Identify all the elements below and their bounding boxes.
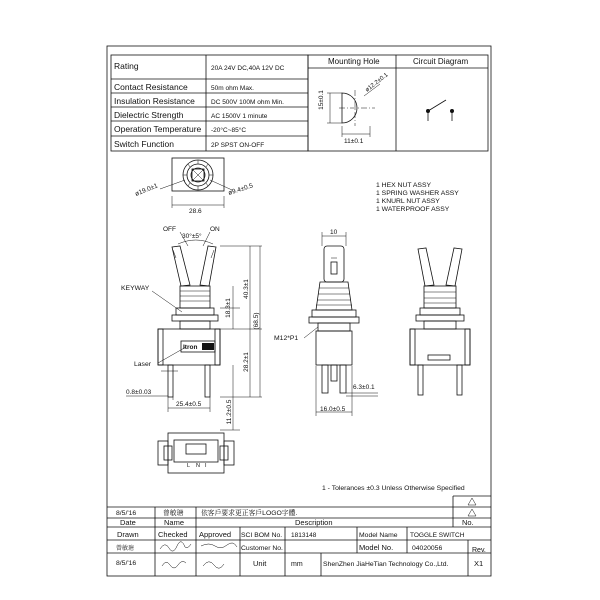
tolerance-note: 1 - Tolerances ±0.3 Unless Otherwise Specified bbox=[322, 485, 465, 492]
dim-11-2: 11.2±0.5 bbox=[226, 399, 233, 425]
side-view bbox=[274, 229, 378, 416]
bottom-mark-n: N bbox=[196, 463, 200, 469]
bottom-mark-i: I bbox=[205, 463, 207, 469]
spec-label-function: Switch Function bbox=[114, 139, 174, 149]
assembly-note-2: 1 SPRING WASHER ASSY bbox=[376, 190, 459, 197]
mounting-hole-dia-dim: ø12.2±0.1 bbox=[364, 72, 390, 94]
revision-triangle-top bbox=[468, 498, 476, 505]
top-view bbox=[134, 158, 254, 215]
rev-description: 依客戶要求更正客戶LOGO字體. bbox=[201, 510, 298, 517]
mounting-hole-panel bbox=[308, 55, 488, 151]
model-no-label: Model No. bbox=[359, 543, 394, 552]
dim-0-8: 0.8±0.03 bbox=[126, 389, 152, 396]
company-name: ShenZhen JiaHeTian Technology Co.,Ltd. bbox=[323, 561, 449, 568]
mounting-hole-width-dim: 11±0.1 bbox=[344, 138, 364, 145]
top-view-dia-right: ø9.4±0.5 bbox=[227, 182, 254, 197]
assembly-note-1: 1 HEX NUT ASSY bbox=[376, 182, 432, 189]
dim-25-4: 25.4±0.5 bbox=[176, 401, 202, 408]
drawn-name: 曾敏瑭 bbox=[116, 546, 135, 552]
model-name-label: Model Name bbox=[359, 532, 398, 539]
bottom-mark-l: L bbox=[187, 463, 191, 469]
spec-value-rating: 20A 24V DC,40A 12V DC bbox=[211, 65, 285, 72]
rev-label: Rev. bbox=[472, 547, 486, 554]
mounting-hole-height-dim: 15±0.1 bbox=[318, 90, 325, 110]
dim-68-5: (68.5) bbox=[253, 312, 260, 330]
checked-signature bbox=[160, 542, 191, 551]
dim-40-3: 40.3±1 bbox=[243, 279, 250, 299]
model-no-value: 04020056 bbox=[412, 545, 443, 552]
label-off: OFF bbox=[163, 226, 176, 233]
spec-value-dielectric: AC 1500V 1 minute bbox=[211, 113, 268, 120]
mounting-hole-title: Mounting Hole bbox=[328, 57, 380, 66]
dim-18-3: 18.3±1 bbox=[225, 298, 232, 318]
hdr-date: Date bbox=[120, 518, 136, 527]
spec-value-contact: 50m ohm Max. bbox=[211, 85, 254, 92]
unit-label: Unit bbox=[253, 559, 267, 568]
thread-label: M12*P1 bbox=[274, 335, 299, 342]
title-block bbox=[107, 496, 491, 576]
rev-name: 曾敏瑭 bbox=[163, 510, 184, 517]
front-view bbox=[121, 226, 262, 430]
angle-dim: 30°±5° bbox=[182, 233, 202, 240]
spec-label-rating: Rating bbox=[114, 61, 139, 71]
label-on: ON bbox=[210, 226, 220, 233]
sci-bom-label: SCI BOM No. bbox=[241, 532, 283, 539]
switch-body-side bbox=[316, 331, 352, 365]
brand-label: Itron bbox=[183, 344, 198, 351]
model-name-value: TOGGLE SWITCH bbox=[410, 532, 465, 539]
bottom-view bbox=[158, 433, 234, 473]
spec-value-insulation: DC 500V 100M ohm Min. bbox=[211, 99, 284, 106]
assembly-note-3: 1 KNURL NUT ASSY bbox=[376, 198, 440, 205]
spec-label-temperature: Operation Temperature bbox=[114, 124, 202, 134]
dim-28-2: 28.2±1 bbox=[243, 352, 250, 372]
spec-label-insulation: Insulation Resistance bbox=[114, 96, 195, 106]
approved-label: Approved bbox=[199, 530, 232, 539]
hdr-description: Description bbox=[295, 518, 333, 527]
circuit-diagram-title: Circuit Diagram bbox=[413, 57, 469, 66]
keyway-label: KEYWAY bbox=[121, 285, 150, 292]
spec-value-function: 2P SPST ON-OFF bbox=[211, 142, 265, 149]
checked-label: Checked bbox=[158, 530, 188, 539]
spec-table bbox=[111, 55, 308, 151]
unit-value: mm bbox=[291, 561, 303, 568]
right-view bbox=[410, 248, 470, 395]
spec-value-temperature: -20°C~85°C bbox=[211, 127, 247, 134]
side-dim-6-3: 6.3±0.1 bbox=[353, 384, 375, 391]
drawn-date: 8/5/'16 bbox=[116, 560, 137, 567]
drawn-label: Drawn bbox=[117, 530, 139, 539]
hdr-no: No. bbox=[462, 518, 474, 527]
spec-label-contact: Contact Resistance bbox=[114, 82, 188, 92]
checked-date-signature bbox=[162, 561, 186, 568]
sci-bom-value: 1813148 bbox=[291, 532, 317, 539]
assembly-note-4: 1 WATERPROOF ASSY bbox=[376, 206, 450, 213]
side-dim-16: 16.0±0.5 bbox=[320, 406, 346, 413]
top-view-dia-left: ø19.0±1 bbox=[134, 182, 159, 198]
top-view-width-dim: 28.6 bbox=[189, 208, 202, 215]
side-dim-10: 10 bbox=[330, 229, 338, 236]
circuit-switch-symbol bbox=[426, 100, 454, 121]
spec-label-dielectric: Dielectric Strength bbox=[114, 110, 184, 120]
revision-triangle bbox=[468, 509, 476, 516]
rev-value: X1 bbox=[474, 559, 484, 568]
assembly-notes bbox=[376, 182, 459, 213]
rev-date: 8/5/'16 bbox=[116, 510, 137, 517]
approved-signature bbox=[201, 543, 237, 548]
customer-no-label: Customer No. bbox=[241, 545, 283, 552]
laser-label: Laser bbox=[134, 361, 152, 368]
approved-date-signature bbox=[203, 562, 224, 569]
waterproof-boot bbox=[180, 286, 210, 308]
hdr-name: Name bbox=[164, 518, 185, 527]
